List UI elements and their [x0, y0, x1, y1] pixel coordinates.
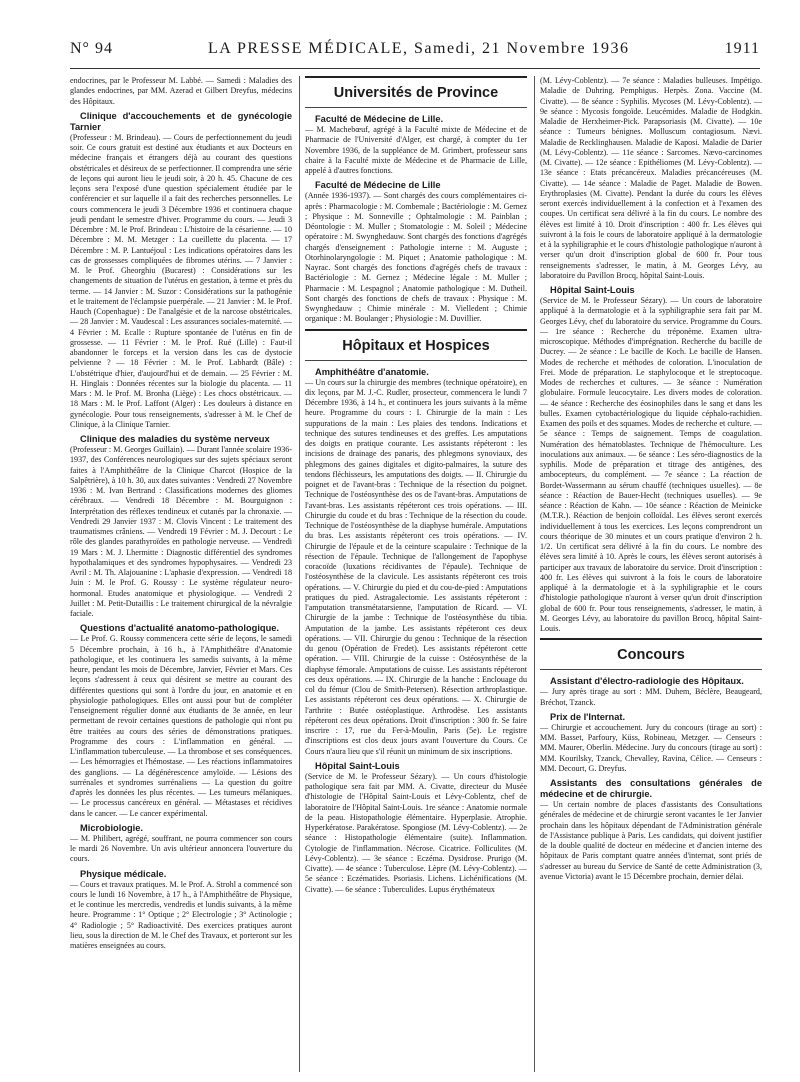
notice-body: — M. Philibert, agrégé, souffrant, ne pourra commencer son cours le mardi 26 Novembre. Un avis ultérieur annoncera l'ouverture du cours. — [70, 833, 292, 864]
notice-body: — Cours et travaux pratiques. M. le Prof. A. Strohl a commencé son cours le lundi 16 Novembre, à 17 h., à l'Amphithéâtre de Physique, et le continue les mercredis, vendredis et lundis suivants, à la même heure. Programme : 1° Optique ; 2° Electrologie ; 3° Actinologie ; 4° Radiologie ; 5° Radioactivité. Des exercices pratiques auront lieu, sous la direction de M. le Chef des Travaux, et porteront sur les matières enseignées au cours. — [70, 879, 292, 950]
notice-heading: Questions d'actualité anatomo-pathologique. — [80, 623, 280, 634]
notice-heading: Assistant d'électro-radiologie des Hôpitaux. — [550, 676, 744, 687]
notice-body: — M. Machebœuf, agrégé à la Faculté mixte de Médecine et de Pharmacie de l'Université d'Alger, est chargé, à compter du 1er Novembre 1936, de la suppléance de M. Grimbert, professeur sans chaire à la Faculté mixte de Médecine et de Pharmacie de Lille, appelé à d'autres fonctions. — [305, 125, 527, 175]
notice-heading: Hôpital Saint-Louis — [315, 760, 400, 771]
notice-heading: Prix de l'Internat. — [550, 711, 626, 722]
page-number: 1911 — [724, 40, 760, 57]
journal-title: LA PRESSE MÉDICALE, Samedi, 21 Novembre 1936 — [208, 40, 630, 57]
notice-heading: Clinique des maladies du système nerveux — [80, 434, 270, 444]
article-columns — [70, 76, 770, 1072]
section-title: Universités de Province — [305, 76, 527, 108]
column-2 — [305, 76, 527, 1072]
column-1 — [70, 76, 292, 1072]
notice-body: — Un certain nombre de places d'assistants des Consultations générales de médecine et de chirurgie seront vacantes le 1er Janvier prochain dans les hôpitaux dépendant de l'Administration générale de l'Assistance publique à Paris. Les candidats, qui doivent justifier de la double qualité de docteur en médecine et d'ancien interne des hôpitaux de Paris comptant quatre années d'internat, sont priés de s'adresser au bureau du Service de Santé de cette Administration (3, avenue Victoria) avant le 15 Décembre prochain, dernier délai. — [540, 800, 762, 881]
notice-body: — Jury après tirage au sort : MM. Duhem, Béclère, Beaugeard, Bréchot, Tzanck. — [540, 687, 762, 707]
column-rule — [534, 76, 535, 1072]
section-title: Hôpitaux et Hospices — [305, 329, 527, 361]
notice-body: — Chirurgie et accouchement. Jury du concours (tirage au sort) : MM. Basset, Parfoury, Küss, Robineau, Metzger. — Censeurs : MM. Maurer, Oberlin. Médecine. Jury du concours (tirage au sort) : MM. Kourilsky, Tzanck, Chevalley, Ravina, Célice. — Censeurs : MM. Decourt, G. Dreyfus. — [540, 722, 762, 773]
issue-number: N° 94 — [70, 40, 113, 57]
notice-heading: Physique médicale. — [80, 868, 167, 879]
notice-heading: Faculté de Médecine de Lille — [315, 180, 441, 191]
notice-heading: Faculté de Médecine de Lille. — [315, 114, 444, 124]
notice-body: (Service de M. le Professeur Sézary). — Un cours d'histologie pathologique sera fait par MM. A. Civatte, directeur du Musée d'histologie de l'Hôpital Saint-Louis et Lévy-Coblentz, chef de laboratoire de l'Hôpital Saint-Louis. 1re séance : Anatomie normale de la peau. Histopathologie élémentaire. Hyperplasie. Atrophie. Hyperkératose. Parakératose. Spongiose (M. Lévy-Coblentz). — 2e séance : Histopathologie élémentaire (suite). Inflammation. Cytologie de l'inflammation. Nécrose. Cicatrice. Folliculites (M. Lévy-Coblentz). — 3e séance : Eczéma. Dysidrose. Prurigo (M. Civatte). — 4e séance : Tuberculose. Lèpre (M. Lévy-Coblentz). — 5e séance : Eczématides. Psoriasis. Lichens. Lichénifications (M. Civatte). — 6e séance : Tuberculides. Lupus érythémateux — [305, 771, 527, 894]
notice-body: (Service de M. le Professeur Sézary). — Un cours de laboratoire appliqué à la dermatologie et à la syphiligraphie sera fait par M. Georges Lévy, chef du laboratoire du service. Programme du Cours. — 1re séance : Recherche du tréponème. Examen ultra-microscopique. Méthodes d'imprégnation. Recherche du bacille de Ducrey. — 2e séance : Le bacille de Koch. Le bacille de Hansen. Modes de recherche et méthodes de coloration. L'inoculation de Frei. Mode de préparation. Le staphylocoque et le streptocoque. Modes de recherches et cultures. — 3e séance : Numération globulaire. Formule leucocytaire. Les divers modes de coloration. — 4e séance : Recherche des éosinophiles dans le sang et dans les bulles. Examen cytobactériologique du liquide céphalo-rachidien. Examen des poils et des squames. Modes de recherche et culture. — 5e séance : Temps de saignement. Temps de coagulation. Numération des hématoblastes. Technique de l'hémoculture. Les inoculations aux animaux. — 6e séance : Les séro-diagnostics de la syphilis. Mode de préparation et titrage des antigènes, des ambocepteurs, du complément. — 7e séance : La réaction de Bordet-Wassermann au sérum chauffé (techniques usuelles). — 8e séance : Réaction de Bauer-Hecht (techniques usuelles). — 9e séance : Réaction de Kahn. — 10e séance : Réaction de Meinicke (M.T.R.). Réaction de benjoin colloïdal. Les élèves seront exercés individuellement à tous les exercices. Les leçons comprendront un cours théorique de 30 minutes et un cours pratique d'environ 2 h. 1/2. Un certificat sera délivré à la fin du cours. Le nombre des élèves sera limité à 10. Après le cours, les élèves seront autorisés à participer aux travaux de laboratoire du service. Droit d'inscription : 400 fr. Les élèves qui suivront à la fois le cours de laboratoire appliqué à la dermatologie et à la syphiligraphie et le cours d'histologie pathologique n'auront à verser qu'un droit d'inscription global de 600 fr. Pour tous renseignements, s'adresser, le matin, à M. Georges Lévy, au laboratoire du pavillon Brocq, hôpital Saint-Louis. — [540, 296, 762, 633]
page-header — [70, 40, 760, 69]
notice-heading: Assistants des consultations générales de médecine et de chirurgie. — [540, 778, 762, 799]
notice-heading: Clinique d'accouchements et de gynécologie Tarnier — [70, 110, 292, 132]
notice-body: (Année 1936-1937). — Sont chargés des cours complémentaires ci-après : Pharmacologie : M. Combemale ; Bactériologie : M. Gernez ; Physique : M. Sonneville ; Ophtalmologie : M. Painblan ; Déontologie : M. Muller ; Stomatologie : M. Soleil ; Médecine opératoire : M. Swynghedauw. Sont chargés des fonctions d'agrégés chargés d'enseignement : Pathologie interne : M. Auguste ; Otorhinolaryngologie : M. Piquet ; Anatomie pathologique : M. Nayrac. Sont chargés des fonctions d'agrégés chefs de travaux : Bactériologie : M. Gernez ; Médecine légale : M. Muller ; Pharmacie : M. Lespagnol ; Anatomie pathologique : M. Dutheil. Sont chargés des fonctions de chefs de travaux : Physique : M. Swynghedauw ; Chimie minérale : M. Vielledent ; Chimie organique : M. Boulanger ; Physiologie : M. Duvillier. — [305, 191, 527, 324]
section-title: Concours — [540, 638, 762, 670]
notice-body: (Professeur : M. Brindeau). — Cours de perfectionnement du jeudi soir. Ce cours gratuit est destiné aux étudiants et aux Docteurs en médecine français et étrangers déjà au courant des questions obstétricales et désireux de se perfectionner. Il comprendra une série de leçons qui auront lieu le jeudi soir, à 20 h. 45. Chacune de ces leçons sera l'exposé d'une question spécialement étudiée par le conférencier et sur laquelle il a fait des recherches personnelles. Le cours commencera le jeudi 3 Décembre 1936 et continuera chaque jeudi pendant le semestre d'hiver. Programme du cours. — Jeudi 3 Décembre : M. le Prof. Brindeau : L'histoire de la césarienne. — 10 Décembre : M. M. Metzger : La cueillette du placenta. — 17 Décembre : M. P. Lantuéjoul : Les indications opératoires dans les cas de grossesses compliquées de fibromes utérins. — 7 Janvier : M. le Prof. Gheorghiu (Bucarest) : Considérations sur les changements de situation de l'utérus en gestation, à terme et près du terme. — 14 Janvier : M. Suzor : Considérations sur la pathogénie et le traitement de l'éclampsie puerpérale. — 21 Janvier : M. le Prof. Hauch (Copenhague) : De l'analgésie et de la narcose obstétricales. — 28 Janvier : M. Vaudescal : Les assurances sociales-maternité. — 4 Février : M. Ecalle : Rupture spontanée de l'utérus en fin de grossesse. — 11 Février : M. le Prof. Rué (Lille) : Faut-il abandonner le forceps et la version dans les cas de dystocie pelvienne ? — 18 Février : M. le Prof. Labhardt (Bâle) : L'obstétrique d'hier, d'aujourd'hui et de demain. — 25 Février : M. H. Hinglais : Données récentes sur la biologie du placenta. — 11 Mars : M. le Prof. M. Bronha (Liège) : Les chocs obstétricaux. — 18 Mars : M. le Prof. Laffont (Alger) : Les douleurs à distance en gynécologie. Pour tous renseignements, s'adresser à M. le Chef de Clinique, à la Clinique Tarnier. — [70, 132, 292, 429]
notice-body: — Un cours sur la chirurgie des membres (technique opératoire), en dix leçons, par M. J.-C. Rudler, prosecteur, commencera le lundi 7 Décembre 1936, à 14 h., et continuera les jours suivants à la même heure. Programme du cours : I. Chirurgie de la main : Les suppurations de la main : Les plaies des tendons. Indications et technique des sutures tendineuses et des greffes. Les amputations des doigts en pratique courante. Les assistants répéteront : les incisions de drainage des panaris, des phlegmons synoviaux, des phlegmons des gaines digitales et digito-palmaires, la suture des tendons fléchisseurs, les amputations des doigts. — II. Chirurgie du poignet et de l'avant-bras : Technique de la résection du poignet. Technique de l'ostéosynthèse des os de l'avant-bras. Amputations de l'avant-bras. Les assistants répéteront ces trois opérations. — III. Chirurgie du coude et du bras : Technique de la résection du coude. Technique de l'ostéosynthèse de la diaphyse humérale. Amputations du bras. Les assistants répéteront ces trois opérations. — IV. Chirurgie de l'épaule et de la ceinture scapulaire : Technique de la résection de l'épaule. Technique de l'allongement de l'apophyse coracoïde (luxations récidivantes de l'épaule). Technique de l'ostéosynthèse de la clavicule. Les assistants répéteront ces trois opérations. — V. Chirurgie du pied et du cou-de-pied : Amputations pratiques du pied. Astragalectomie. Les assistants répéteront : l'amputation transmétatarsienne, l'amputation de Ricard. — VI. Chirurgie de la jambe : Technique de l'ostéosynthèse du tibia. Amputation de la jambe. Les assistants répéteront ces deux opérations. — VII. Chirurgie du genou : Technique de la résection du genou (Opération de Fredet). Les assistants répéteront cette opération. — VIII. Chirurgie de la cuisse : Ostéosynthèse de la diaphyse fémorale. Amputations de cuisse. Les assistants répéteront ces deux opérations. — IX. Chirurgie de la hanche : Enclouage du col du fémur (Clou de Smith-Petersen). Résection arthroplastique. Les assistants répéteront ces deux opérations. — X. Chirurgie de l'arthrite : Butée ostéoplastique. Arthrodèse. Les assistants répéteront ces deux opérations. Droit d'inscription : 300 fr. Se faire inscrire : 17, rue du Fer-à-Moulin, Paris (5e). Le registre d'inscriptions est clos deux jours avant l'ouverture du Cours. Ce Cours n'aura lieu que s'il réunit un minimum de six inscriptions. — [305, 377, 527, 756]
notice-body: (Professeur : M. Georges Guillain). — Durant l'année scolaire 1936-1937, des Conférences neurologiques sur des sujets spéciaux seront faites à l'Amphithéâtre de la Clinique Charcot (Hospice de la Salpêtrière), à 10 h. 30, aux dates suivantes : Vendredi 27 Novembre 1936 : M. Ivan Bertrand : Classifications modernes des gliomes cérébraux. — Vendredi 18 Décembre : M. Bourguignon : Interprétation des réflexes tendineux et cutanés par la chronaxie. — Vendredi 29 Janvier 1937 : M. Clovis Vincent : Le traitement des traumatismes crâniens. — Vendredi 19 Février : M. J. Decourt : Le rôle des glandes parathyroïdes en pathologie nerveuse. — Vendredi 19 Mars : M. J. Lhermitte : Diagnostic différentiel des syndromes hypothalamiques et des syndromes hypophysaires. — Vendredi 23 Avril : M. Th. Alajouanine : L'aphasie d'expression. — Vendredi 18 Juin : M. le Prof. G. Roussy : Le système régulateur neuro-hormonal. Etudes anatomique et physiologique. — Vendredi 2 Juillet : M. Petit-Dutaillis : Le traitement chirurgical de la névralgie faciale. — [70, 445, 292, 618]
notice-heading: Amphithéâtre d'anatomie. — [315, 366, 429, 377]
continued-paragraph: endocrines, par le Professeur M. Labbé. — Samedi : Maladies des glandes endocrines, par MM. Azerad et Gilbert Dreyfus, médecins des Hôpitaux. — [70, 76, 292, 106]
column-rule — [299, 76, 300, 1072]
column-3 — [540, 76, 762, 1072]
notice-heading: Hôpital Saint-Louis — [550, 285, 635, 295]
notice-heading: Microbiologie. — [80, 822, 144, 833]
continued-paragraph: (M. Lévy-Coblentz). — 7e séance : Maladies bulleuses. Impétigo. Maladie de Duhring. Pemphigus. Herpès. Zona. Vaccine (M. Civatte). — 8e séance : Syphilis. Mycoses (M. Lévy-Coblentz). — 9e séance : Mycosis fongoïde. Leucémides. Maladie de Hodgkin. Maladie de Herxheimer-Pick. Parapsoriasis (M. Civatte). — 10e séance : Tumeurs bénignes. Molluscum contagiosum. Nævi. Maladie de Recklinghausen. Maladie de Kaposi. Maladie de Darier (M. Lévy-Coblentz). — 11e séance : Sarcomes. Nævo-carcinomes (M. Civatte). — 12e séance : Epithéliomes (M. Lévy-Coblentz). — 13e séance : Etats précancéreux. Maladies précancéreuses (M. Civatte). — 14e séance : Maladie de Paget. Maladie de Bowen. Erythroplasies (M. Civatte). Pendant la durée du cours les élèves seront exercés individuellement à la confection et à l'examen des coupes. Un certificat sera délivré à la fin du cours. Le nombre des élèves est limité à 10. Droit d'inscription : 400 fr. Les élèves qui suivront à la fois le cours de laboratoire appliqué à la dermatologie et à la syphiligraphie et le cours d'histologie pathologique n'auront à verser qu'un droit d'inscription global de 600 fr. Pour tous renseignements s'adresser, le matin, à M. Georges Lévy, au laboratoire du Pavillon Brocq, hôpital Saint-Louis. — [540, 76, 762, 280]
notice-body: — Le Prof. G. Roussy commencera cette série de leçons, le samedi 5 Décembre prochain, à 16 h., à l'Amphithéâtre d'Anatomie pathologique, et les continuera les samedis suivants, à la même heure, pendant les mois de Décembre, Janvier, Février et Mars. Ces leçons s'adressent à ceux qui désirent se mettre au courant des différentes questions qui sont à l'ordre du jour, en anatomie et en physiologie pathologiques. Elles ont aussi pour but de compléter l'enseignement régulier donné aux étudiants de 3e année, en leur permettant de revoir certaines questions de pathologie qui n'ont pu être traitées au cours des séries de démonstrations pratiques. Programme des cours : L'inflammation en général. — L'inflammation tuberculeuse. — La thrombose et ses conséquences. — Les hémorragies et l'hémostase. — Les réactions inflammatoires des ganglions. — La dégénérescence amyloïde. — Lésions des surrénales et syndromes surrénaliens — La question du goitre d'après les données les plus récentes. — Les tumeurs mélaniques. — Le processus cancéreux en général. — Métastases et récidives dans le cancer. — Le cancer expérimental. — [70, 634, 292, 818]
